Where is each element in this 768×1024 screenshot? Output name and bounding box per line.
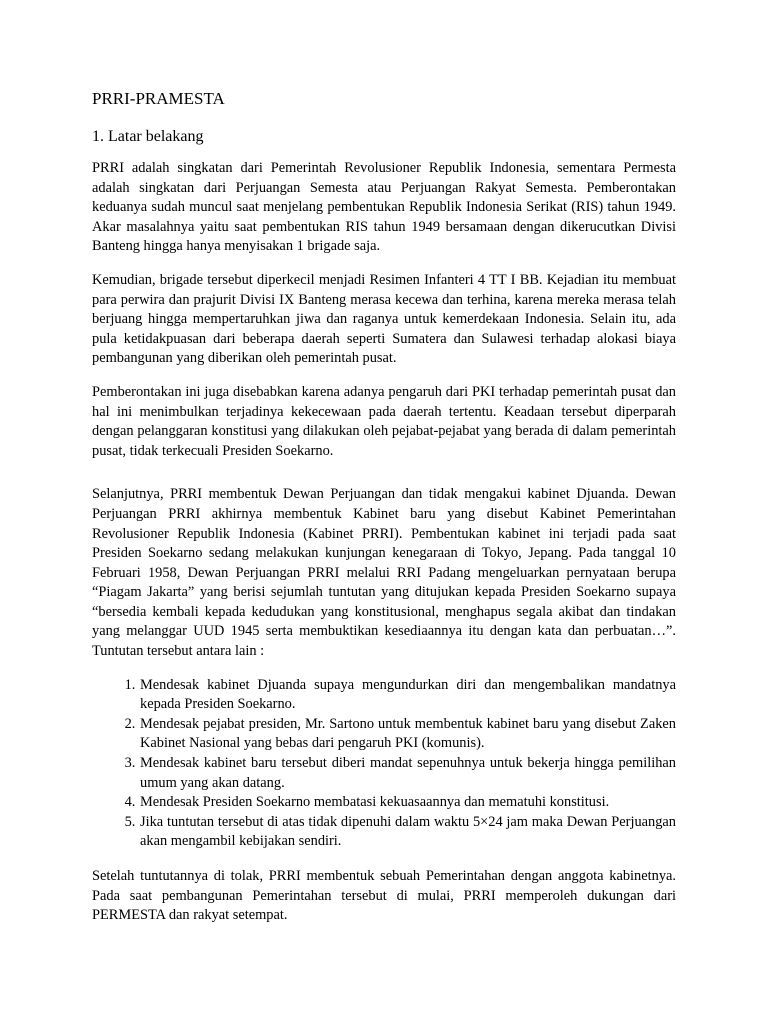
paragraph-brigade: Kemudian, brigade tersebut diperkecil menjadi Resimen Infanteri 4 TT I BB. Kejadian itu membuat para perwira dan prajurit Divisi IX Banteng merasa kecewa dan terhina, karena mereka merasa telah berjuang hingga mempertaruhkan jiwa dan raganya untuk kemerdekaan Indonesia. Selain itu, ada pula ketidakpuasan dari beberapa daerah seperti Sumatera dan Sulawesi terhadap alokasi biaya pembangunan yang diberikan oleh pemerintah pusat. [92, 271, 676, 367]
list-item: 2. Mendesak pejabat presiden, Mr. Sartono untuk membentuk kabinet baru yang disebut Zaken Kabinet Nasional yang bebas dari pengaruh PKI (komunis). [139, 715, 676, 754]
paragraph-intro: PRRI adalah singkatan dari Pemerintah Revolusioner Republik Indonesia, sementara Permesta adalah singkatan dari Perjuangan Semesta atau Perjuangan Rakyat Semesta. Pemberontakan keduanya sudah muncul saat menjelang pembentukan Republik Indonesia Serikat (RIS) tahun 1949. Akar masalahnya yaitu saat pembentukan RIS tahun 1949 bersamaan dengan dikerucutkan Divisi Banteng hingga hanya menyisakan 1 brigade saja. [92, 160, 676, 255]
list-item: 5. Jika tuntutan tersebut di atas tidak dipenuhi dalam waktu 5×24 jam maka Dewan Perjuangan akan mengambil kebijakan sendiri. [139, 813, 676, 852]
section-heading: 1. Latar belakang [92, 128, 204, 145]
paragraph-pki-influence: Pemberontakan ini juga disebabkan karena adanya pengaruh dari PKI terhadap pemerintah pusat dan hal ini menimbulkan terjadinya kekecewaan pada daerah tertentu. Keadaan tersebut diperparah dengan pelanggaran konstitusi yang dilakukan oleh pejabat-pejabat yang berada di dalam pemerintah pusat, tidak terkecuali Presiden Soekarno. [92, 383, 676, 459]
demands-list [92, 676, 676, 852]
paragraph-dewan-perjuangan: Selanjutnya, PRRI membentuk Dewan Perjuangan dan tidak mengakui kabinet Djuanda. Dewan Perjuangan PRRI akhirnya membentuk Kabinet baru yang disebut Kabinet Pemerintahan Revolusioner Republik Indonesia (Kabinet PRRI). Pembentukan kabinet ini terjadi pada saat Presiden Soekarno sedang melakukan kunjungan kenegaraan di Tokyo, Jepang. Pada tanggal 10 Februari 1958, Dewan Perjuangan PRRI melalui RRI Padang mengeluarkan pernyataan berupa “Piagam Jakarta” yang berisi sejumlah tuntutan yang ditujukan kepada Presiden Soekarno supaya “bersedia kembali kepada kedudukan yang konstitusional, menghapus segala akibat dan tindakan yang melanggar UUD 1945 serta membuktikan kesediaannya itu dengan kata dan perbuatan…”. Tuntutan tersebut antara lain : [92, 486, 676, 660]
document-title: PRRI-PRAMESTA [92, 89, 225, 108]
list-item: 4. Mendesak Presiden Soekarno membatasi kekuasaannya dan mematuhi konstitusi. [139, 793, 676, 813]
paragraph-closing: Setelah tuntutannya di tolak, PRRI membentuk sebuah Pemerintahan dengan anggota kabinetnya. Pada saat pembangunan Pemerintahan tersebut di mulai, PRRI memperoleh dukungan dari PERMESTA dan rakyat setempat. [92, 868, 676, 924]
list-item: 1. Mendesak kabinet Djuanda supaya mengundurkan diri dan mengembalikan mandatnya kepada Presiden Soekarno. [139, 676, 676, 715]
document-page [92, 88, 676, 940]
list-item: 3. Mendesak kabinet baru tersebut diberi mandat sepenuhnya untuk bekerja hingga pemilihan umum yang akan datang. [139, 754, 676, 793]
